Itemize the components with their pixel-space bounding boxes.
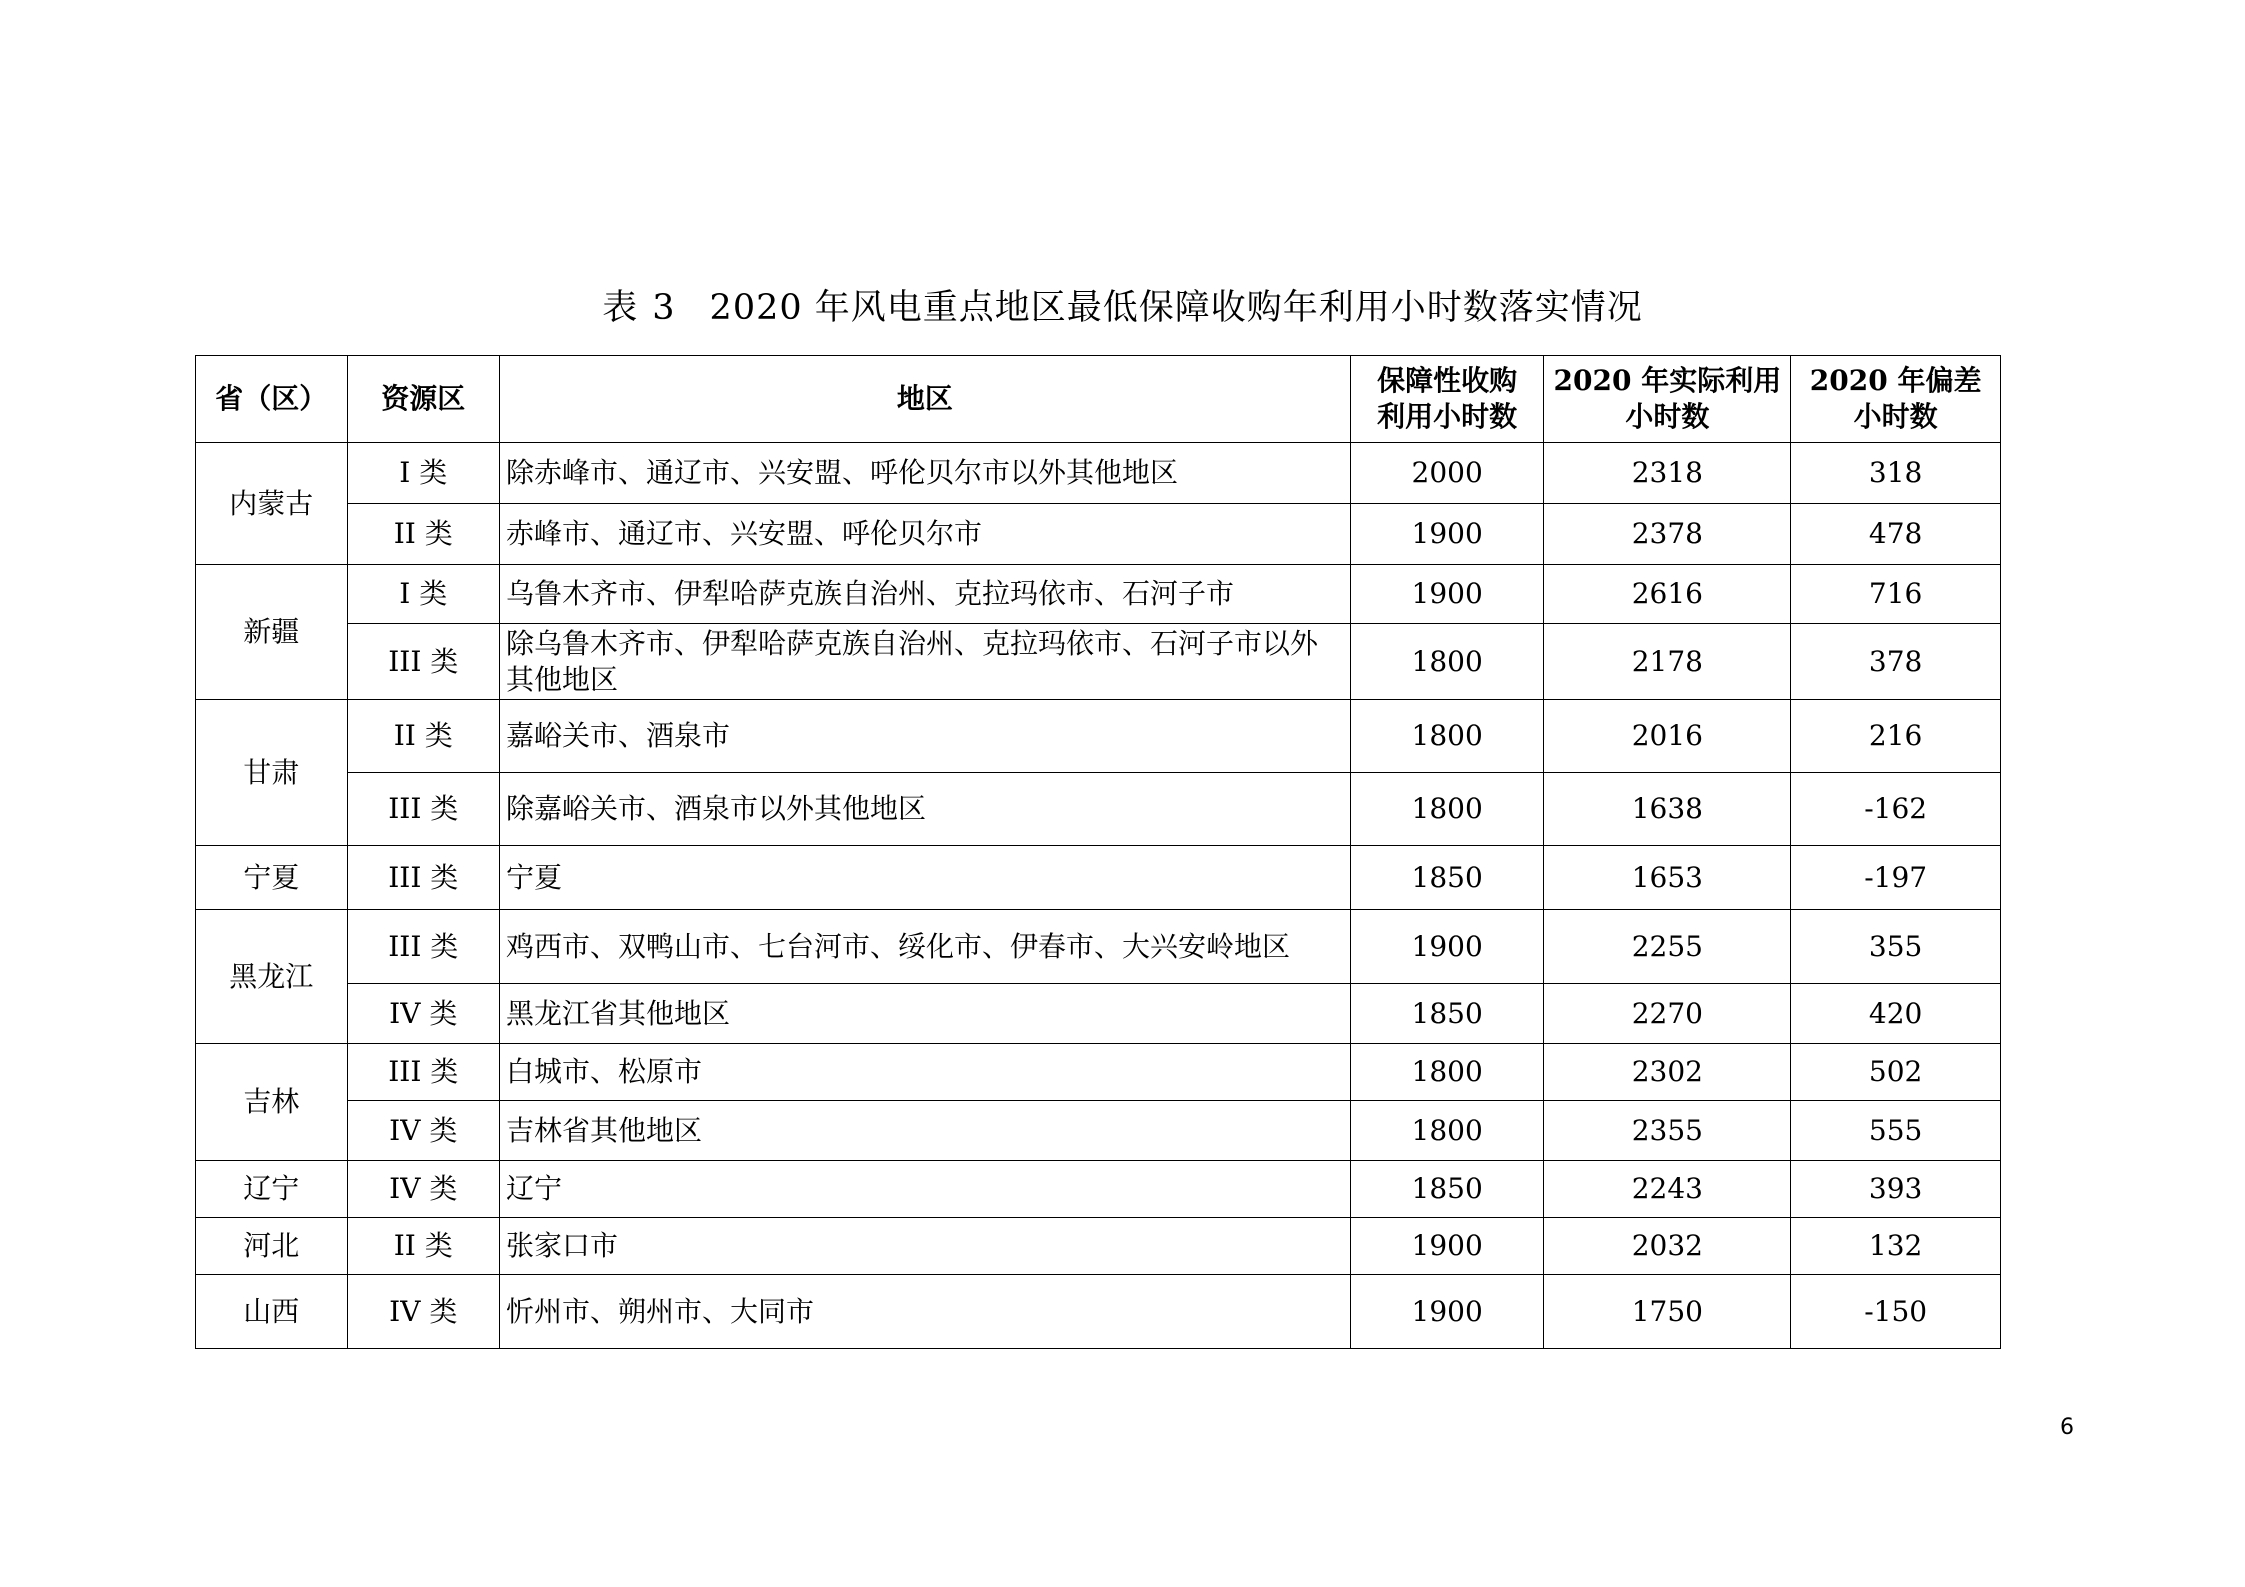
resource-cell: III 类 — [347, 624, 500, 700]
guarantee-cell: 1800 — [1350, 700, 1544, 773]
table-row — [196, 443, 2001, 504]
actual-cell: 1638 — [1544, 773, 1791, 846]
guarantee-cell: 1900 — [1350, 910, 1544, 984]
province-cell: 黑龙江 — [196, 910, 348, 1044]
actual-cell: 2178 — [1544, 624, 1791, 700]
header-actual-line2: 小时数 — [1625, 400, 1710, 433]
header-deviation-line1: 2020 年偏差 — [1809, 364, 1982, 397]
table-title-text: 2020 年风电重点地区最低保障收购年利用小时数落实情况 — [709, 288, 1643, 328]
guarantee-cell: 1900 — [1350, 1275, 1544, 1349]
region-cell: 吉林省其他地区 — [500, 1101, 1351, 1161]
header-actual-line1: 2020 年实际利用 — [1553, 364, 1782, 397]
resource-cell: II 类 — [347, 700, 500, 773]
header-resource: 资源区 — [347, 356, 500, 443]
actual-cell: 2355 — [1544, 1101, 1791, 1161]
page-number: 6 — [2060, 1415, 2074, 1440]
deviation-cell: 478 — [1791, 504, 2001, 565]
guarantee-cell: 1800 — [1350, 773, 1544, 846]
table-row — [196, 910, 2001, 984]
header-deviation — [1791, 356, 2001, 443]
table-row — [196, 1218, 2001, 1275]
header-province: 省（区） — [196, 356, 348, 443]
region-cell: 赤峰市、通辽市、兴安盟、呼伦贝尔市 — [500, 504, 1351, 565]
guarantee-cell: 1900 — [1350, 504, 1544, 565]
resource-cell: II 类 — [347, 1218, 500, 1275]
province-cell: 吉林 — [196, 1044, 348, 1161]
resource-cell: II 类 — [347, 504, 500, 565]
guarantee-cell: 1850 — [1350, 846, 1544, 910]
region-cell: 辽宁 — [500, 1161, 1351, 1218]
province-cell: 甘肃 — [196, 700, 348, 846]
deviation-cell: -150 — [1791, 1275, 2001, 1349]
deviation-cell: -162 — [1791, 773, 2001, 846]
resource-cell: I 类 — [347, 565, 500, 624]
region-cell: 嘉峪关市、酒泉市 — [500, 700, 1351, 773]
province-cell: 山西 — [196, 1275, 348, 1349]
deviation-cell: 716 — [1791, 565, 2001, 624]
region-cell: 忻州市、朔州市、大同市 — [500, 1275, 1351, 1349]
guarantee-cell: 1850 — [1350, 1161, 1544, 1218]
deviation-cell: 216 — [1791, 700, 2001, 773]
deviation-cell: 355 — [1791, 910, 2001, 984]
guarantee-cell: 1800 — [1350, 1044, 1544, 1101]
actual-cell: 1653 — [1544, 846, 1791, 910]
table-row — [196, 846, 2001, 910]
deviation-cell: 502 — [1791, 1044, 2001, 1101]
table-header-row — [196, 356, 2001, 443]
actual-cell: 2243 — [1544, 1161, 1791, 1218]
deviation-cell: 132 — [1791, 1218, 2001, 1275]
region-cell: 除赤峰市、通辽市、兴安盟、呼伦贝尔市以外其他地区 — [500, 443, 1351, 504]
guarantee-cell: 1900 — [1350, 565, 1544, 624]
region-cell: 除嘉峪关市、酒泉市以外其他地区 — [500, 773, 1351, 846]
resource-cell: IV 类 — [347, 1161, 500, 1218]
table-title-label: 表 — [602, 288, 639, 328]
table-row — [196, 1044, 2001, 1101]
resource-cell: IV 类 — [347, 984, 500, 1044]
province-cell: 新疆 — [196, 565, 348, 700]
deviation-cell: 555 — [1791, 1101, 2001, 1161]
resource-cell: IV 类 — [347, 1275, 500, 1349]
table-row — [196, 1161, 2001, 1218]
province-cell: 内蒙古 — [196, 443, 348, 565]
header-guarantee-line2: 利用小时数 — [1377, 400, 1518, 433]
deviation-cell: 378 — [1791, 624, 2001, 700]
header-region: 地区 — [500, 356, 1351, 443]
table-row — [196, 1101, 2001, 1161]
region-cell: 白城市、松原市 — [500, 1044, 1351, 1101]
actual-cell: 2032 — [1544, 1218, 1791, 1275]
table-title — [0, 280, 2245, 330]
resource-cell: III 类 — [347, 910, 500, 984]
actual-cell: 2616 — [1544, 565, 1791, 624]
wind-power-hours-table — [195, 355, 2001, 1349]
region-cell: 除乌鲁木齐市、伊犁哈萨克族自治州、克拉玛依市、石河子市以外其他地区 — [500, 624, 1351, 700]
actual-cell: 1750 — [1544, 1275, 1791, 1349]
resource-cell: III 类 — [347, 773, 500, 846]
guarantee-cell: 2000 — [1350, 443, 1544, 504]
header-guarantee — [1350, 356, 1544, 443]
resource-cell: III 类 — [347, 846, 500, 910]
actual-cell: 2270 — [1544, 984, 1791, 1044]
guarantee-cell: 1800 — [1350, 1101, 1544, 1161]
table-row — [196, 565, 2001, 624]
resource-cell: I 类 — [347, 443, 500, 504]
province-cell: 辽宁 — [196, 1161, 348, 1218]
table-row — [196, 624, 2001, 700]
table-title-number: 3 — [652, 288, 676, 328]
deviation-cell: 318 — [1791, 443, 2001, 504]
deviation-cell: 393 — [1791, 1161, 2001, 1218]
header-deviation-line2: 小时数 — [1853, 400, 1938, 433]
actual-cell: 2318 — [1544, 443, 1791, 504]
actual-cell: 2016 — [1544, 700, 1791, 773]
table-row — [196, 984, 2001, 1044]
table-row — [196, 1275, 2001, 1349]
region-cell: 黑龙江省其他地区 — [500, 984, 1351, 1044]
region-cell: 张家口市 — [500, 1218, 1351, 1275]
region-cell: 鸡西市、双鸭山市、七台河市、绥化市、伊春市、大兴安岭地区 — [500, 910, 1351, 984]
resource-cell: IV 类 — [347, 1101, 500, 1161]
resource-cell: III 类 — [347, 1044, 500, 1101]
actual-cell: 2255 — [1544, 910, 1791, 984]
province-cell: 宁夏 — [196, 846, 348, 910]
table-row — [196, 773, 2001, 846]
guarantee-cell: 1850 — [1350, 984, 1544, 1044]
region-cell: 乌鲁木齐市、伊犁哈萨克族自治州、克拉玛依市、石河子市 — [500, 565, 1351, 624]
province-cell: 河北 — [196, 1218, 348, 1275]
guarantee-cell: 1900 — [1350, 1218, 1544, 1275]
header-actual — [1544, 356, 1791, 443]
guarantee-cell: 1800 — [1350, 624, 1544, 700]
actual-cell: 2302 — [1544, 1044, 1791, 1101]
deviation-cell: 420 — [1791, 984, 2001, 1044]
actual-cell: 2378 — [1544, 504, 1791, 565]
region-cell: 宁夏 — [500, 846, 1351, 910]
header-guarantee-line1: 保障性收购 — [1377, 364, 1518, 397]
deviation-cell: -197 — [1791, 846, 2001, 910]
table-row — [196, 504, 2001, 565]
table-row — [196, 700, 2001, 773]
